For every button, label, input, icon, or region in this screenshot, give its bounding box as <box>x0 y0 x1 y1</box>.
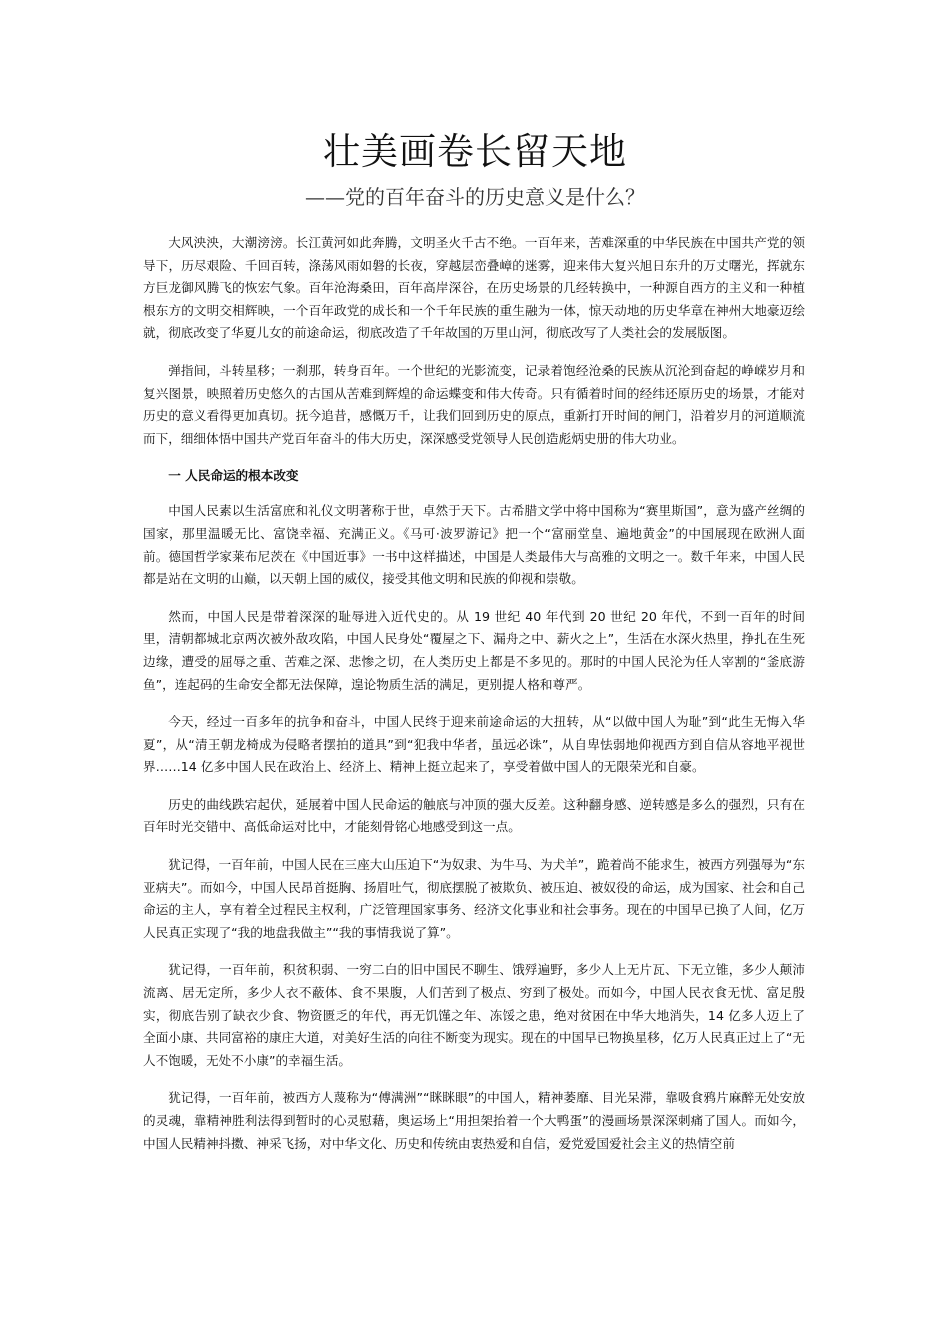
paragraph: 犹记得，一百年前，中国人民在三座大山压迫下“为奴隶、为牛马、为犬羊”，跪着尚不能求生，被西方列强辱为“东亚病夫”。而如今，中国人民昂首挺胸、扬眉吐气，彻底摆脱了被欺负、被压迫、被奴役的命运，成为国家、社会和自己命运的主人，享有着全过程民主权利，广泛管理国家事务、经济文化事业和社会事务。现在的中国早已换了人间，亿万人民真正实现了“我的地盘我做主”“我的事情我说了算”。 <box>143 857 805 940</box>
paragraph: 今天，经过一百多年的抗争和奋斗，中国人民终于迎来前途命运的大扭转，从“以做中国人为耻”到“此生无悔入华夏”，从“清王朝龙椅成为侵略者摆拍的道具”到“犯我中华者，虽远必诛”，从自卑怯弱地仰视西方到自信从容地平视世界……14 亿多中国人民在政治上、经济上、精神上挺立起来了，享受着做中国人的无限荣光和自豪。 <box>143 714 805 775</box>
paragraph: 弹指间，斗转星移；一刹那，转身百年。一个世纪的光影流变，记录着饱经沧桑的民族从沉沦到奋起的峥嵘岁月和复兴图景，映照着历史悠久的古国从苦难到辉煌的命运蝶变和伟大传奇。只有循着时间的经纬还原历史的场景，才能对历史的意义看得更加真切。抚今追昔，感慨万千，让我们回到历史的原点，重新打开时间的闸门，沿着岁月的河道顺流而下，细细体悟中国共产党百年奋斗的伟大历史，深深感受党领导人民创造彪炳史册的伟大功业。 <box>143 362 805 446</box>
section-heading: 一 人民命运的根本改变 <box>168 468 299 484</box>
document-subtitle: ——党的百年奋斗的历史意义是什么？ <box>305 185 645 209</box>
paragraph: 然而，中国人民是带着深深的耻辱进入近代史的。从 19 世纪 40 年代到 20 世纪 20 年代，不到一百年的时间里，清朝都城北京两次被外敌攻陷，中国人民身处“覆屋之下、漏舟之中、薪火之上”，生活在水深火热里，挣扎在生死边缘，遭受的屈辱之重、苦难之深、悲惨之切，在人类历史上都是不多见的。那时的中国人民沦为任人宰割的“釜底游鱼”，连起码的生命安全都无法保障，遑论物质生活的满足，更别提人格和尊严。 <box>143 608 805 692</box>
paragraph: 中国人民素以生活富庶和礼仪文明著称于世，卓然于天下。古希腊文学中将中国称为“赛里斯国”，意为盛产丝绸的国家，那里温暖无比、富饶幸福、充满正义。《马可·波罗游记》把一个“富丽堂皇、遍地黄金”的中国展现在欧洲人面前。德国哲学家莱布尼茨在《中国近事》一书中这样描述，中国是人类最伟大与高雅的文明之一。数千年来，中国人民都是站在文明的山巅，以天朝上国的威仪，接受其他文明和民族的仰视和崇敬。 <box>143 503 805 587</box>
paragraph: 犹记得，一百年前，积贫积弱、一穷二白的旧中国民不聊生、饿殍遍野，多少人上无片瓦、下无立锥，多少人颠沛流离、居无定所，多少人衣不蔽体、食不果腹，人们苦到了极点、穷到了极处。而如今，中国人民衣食无忧、富足殷实，彻底告别了缺衣少食、物资匮乏的年代，再无饥馑之年、冻馁之患，绝对贫困在中华大地消失，14 亿多人迈上了全面小康、共同富裕的康庄大道，对美好生活的向往不断变为现实。现在的中国早已物换星移，亿万人民真正过上了“无人不饱暖，无处不小康”的幸福生活。 <box>143 962 805 1068</box>
paragraph: 大风泱泱，大潮滂滂。长江黄河如此奔腾，文明圣火千古不绝。一百年来，苦难深重的中华民族在中国共产党的领导下，历尽艰险、千回百转，涤荡风雨如磐的长夜，穿越层峦叠嶂的迷雾，迎来伟大复兴旭日东升的万丈曙光，挥就东方巨龙御风腾飞的恢宏气象。百年沧海桑田，百年高岸深谷，在历史场景的几经转换中，一种源自西方的主义和一种植根东方的文明交相辉映，一个百年政党的成长和一个千年民族的重生融为一体，惊天动地的历史华章在神州大地豪迈绘就，彻底改变了华夏儿女的前途命运，彻底改造了千年故国的万里山河，彻底改写了人类社会的发展版图。 <box>143 235 805 341</box>
document-body <box>143 232 805 1170</box>
document-title: 壮美画卷长留天地 <box>323 130 627 173</box>
paragraph: 犹记得，一百年前，被西方人蔑称为“傅满洲”“眯眯眼”的中国人，精神萎靡、目光呆滞，靠吸食鸦片麻醉无处安放的灵魂，靠精神胜利法得到暂时的心灵慰藉，奥运场上“用担架抬着一个大鸭蛋”的漫画场景深深刺痛了国人。而如今，中国人民精神抖擞、神采飞扬，对中华文化、历史和传统由衷热爱和自信，爱党爱国爱社会主义的热情空前 <box>143 1090 805 1151</box>
paragraph: 历史的曲线跌宕起伏，延展着中国人民命运的触底与冲顶的强大反差。这种翻身感、逆转感是多么的强烈，只有在百年时光交错中、高低命运对比中，才能刻骨铭心地感受到这一点。 <box>143 796 805 835</box>
